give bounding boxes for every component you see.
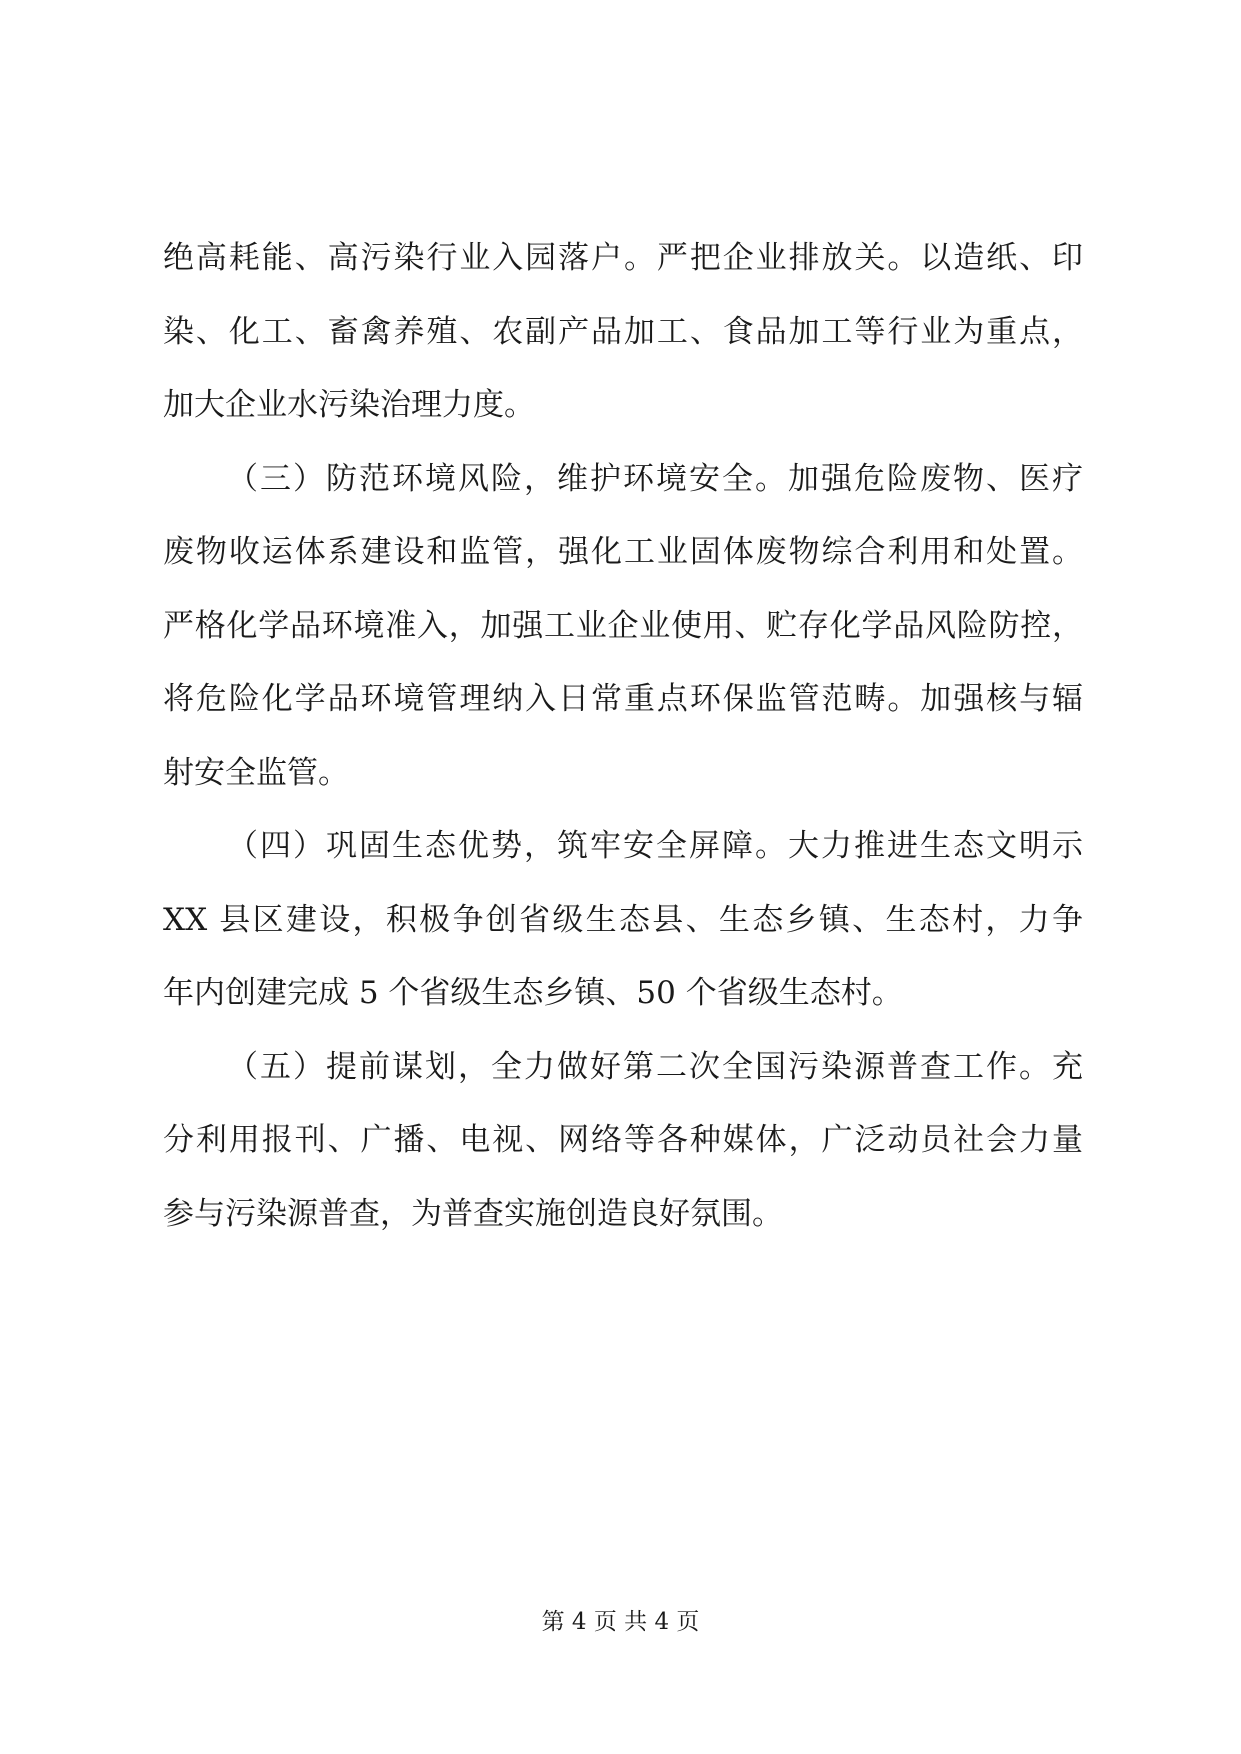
paragraph-4-line-2: 分利用报刊、广播、电视、网络等各种媒体，广泛动员社会力量 [163, 1122, 1083, 1158]
paragraph-4-line-1: （五）提前谋划，全力做好第二次全国污染源普查工作。充 [227, 1049, 1083, 1085]
paragraph-4-line-3: 参与污染源普查，为普查实施创造良好氛围。 [163, 1196, 783, 1232]
paragraph-1-line-2: 染、化工、畜禽养殖、农副产品加工、食品加工等行业为重点， [163, 314, 1083, 350]
paragraph-1-line-1: 绝高耗能、高污染行业入园落户。严把企业排放关。以造纸、印 [163, 240, 1083, 276]
paragraph-2-line-1: （三）防范环境风险，维护环境安全。加强危险废物、医疗 [227, 461, 1083, 497]
page-number-footer: 第 4 页 共 4 页 [541, 1609, 700, 1635]
paragraph-3-line-3: 年内创建完成 5 个省级生态乡镇、50 个省级生态村。 [163, 975, 903, 1011]
paragraph-3-line-1: （四）巩固生态优势，筑牢安全屏障。大力推进生态文明示 [227, 828, 1083, 864]
paragraph-2-line-2: 废物收运体系建设和监管，强化工业固体废物综合利用和处置。 [163, 534, 1083, 570]
paragraph-1-line-3: 加大企业水污染治理力度。 [163, 387, 535, 423]
paragraph-2-line-3: 严格化学品环境准入，加强工业企业使用、贮存化学品风险防控， [163, 608, 1083, 644]
paragraph-2-line-5: 射安全监管。 [163, 755, 349, 791]
paragraph-2-line-4: 将危险化学品环境管理纳入日常重点环保监管范畴。加强核与辐 [163, 681, 1083, 717]
paragraph-3-line-2: XX 县区建设，积极争创省级生态县、生态乡镇、生态村，力争 [163, 902, 1083, 938]
